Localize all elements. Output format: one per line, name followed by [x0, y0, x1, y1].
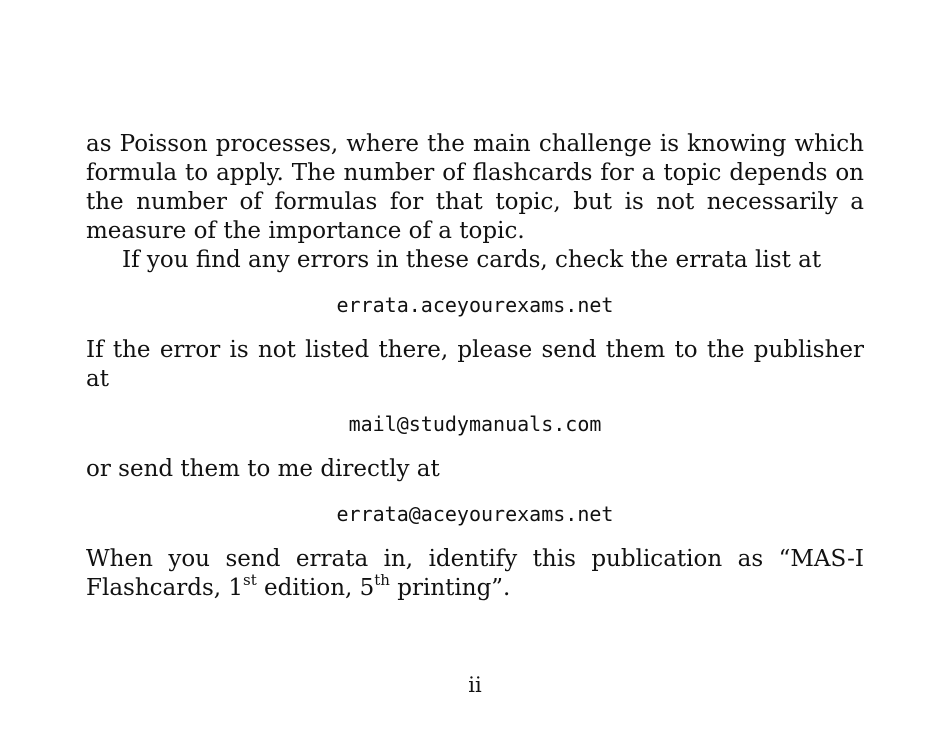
publisher-paragraph: If the error is not listed there, please send them to the publisher at: [86, 337, 864, 392]
identify-middle: edition, 5: [256, 575, 375, 601]
errata-site-link[interactable]: errata.aceyourexams.net: [336, 293, 614, 317]
errors-paragraph: If you find any errors in these cards, check the errata list at: [122, 247, 822, 273]
document-body: [86, 130, 864, 603]
intro-paragraph: as Poisson processes, where the main challenge is knowing which formula to apply. The number of flashcards for a topic depends on the number of formulas for that topic, but is not necessarily a measure of the importance of a topic.: [86, 131, 864, 244]
identify-suffix: printing”.: [389, 575, 511, 601]
page-number: ii: [468, 673, 482, 697]
edition-superscript: st: [243, 571, 257, 590]
identify-prefix: When you send errata in, identify this publication as “MAS-I Flashcards, 1: [86, 546, 864, 601]
author-email-link[interactable]: errata@aceyourexams.net: [336, 502, 614, 526]
direct-contact-paragraph: or send them to me directly at: [86, 456, 440, 482]
publisher-email-link[interactable]: mail@studymanuals.com: [348, 412, 602, 436]
printing-superscript: th: [374, 571, 390, 590]
identify-publication-paragraph: [86, 545, 864, 603]
